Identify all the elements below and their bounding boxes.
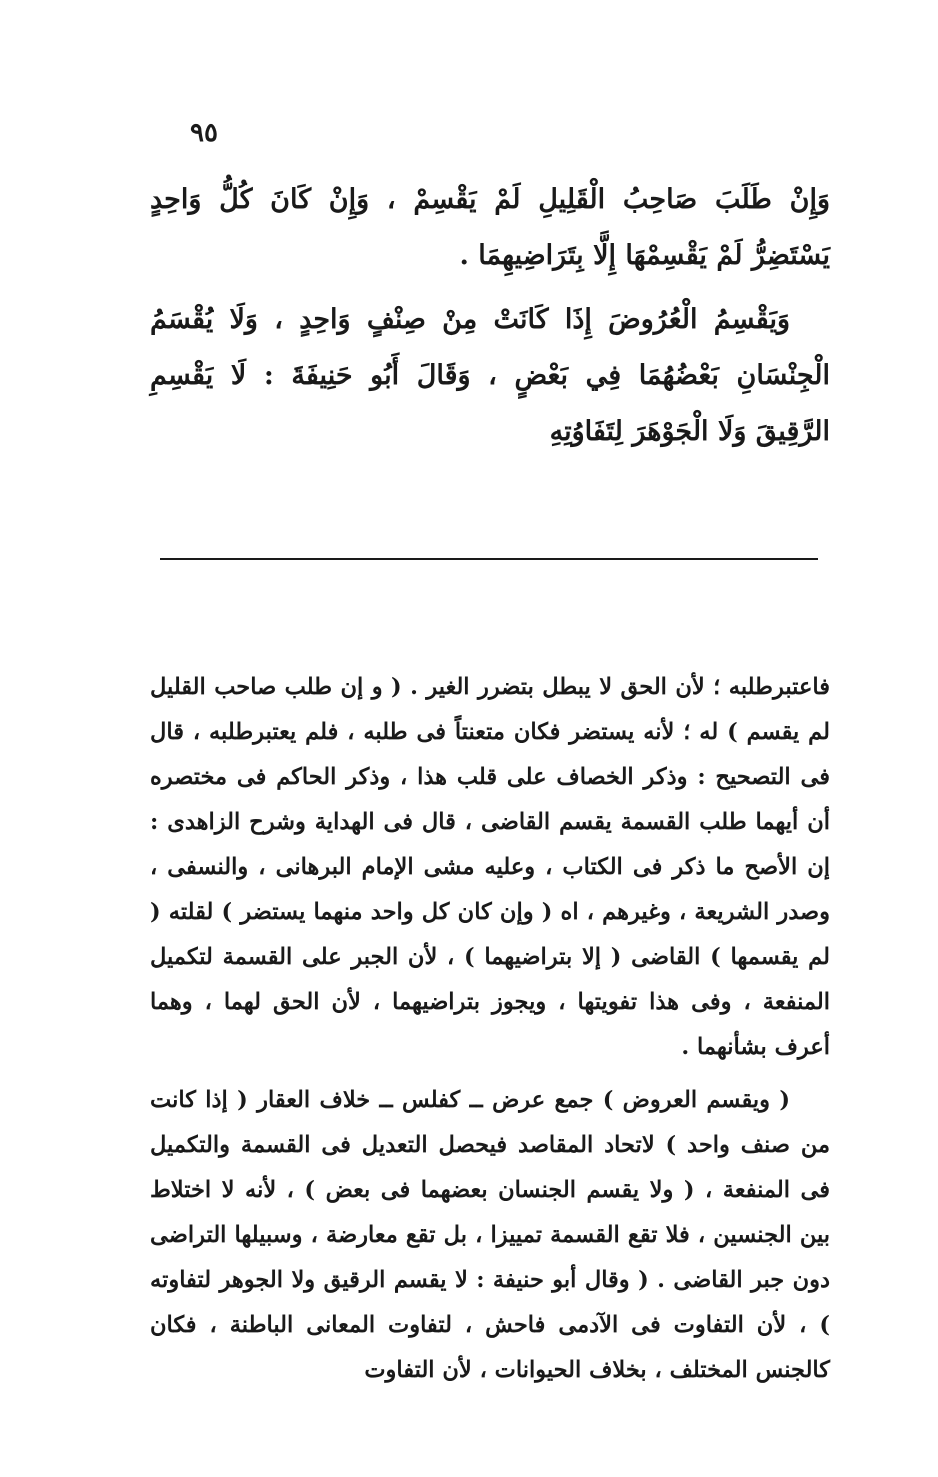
- page-number: ٩٥: [190, 118, 218, 148]
- section-divider: [160, 558, 818, 560]
- main-text: [150, 172, 830, 468]
- commentary-paragraph: فاعتبرطلبه ؛ لأن الحق لا يبطل بتضرر الغير . ( و إن طلب صاحب القليل لم يقسم ) له ؛ لأنه يستضر فكان متعنتاً فى طلبه ، فلم يعتبرطلبه ، قال فى التصحيح : وذكر الخصاف على قلب هذا ، وذكر الحاكم فى مختصره أن أيهما طلب القسمة يقسم القاضى ، قال فى الهداية وشرح الزاهدى : إن الأصح ما ذكر فى الكتاب ، وعليه مشى الإمام البرهانى ، والنسفى ، وصدر الشريعة ، وغيرهم ، اه ( وإن كان كل واحد منهما يستضر ) لقلته ( لم يقسمها ) القاضى ( إلا بتراضيهما ) ، لأن الجبر على القسمة لتكميل المنفعة ، وفى هذا تفويتها ، ويجوز بتراضيهما ، لأن الحق لهما ، وهما أعرف بشأنهما .: [150, 674, 830, 1060]
- commentary-paragraph: ( ويقسم العروض ) جمع عرض ــ كفلس ــ خلاف العقار ( إذا كانت من صنف واحد ) لاتحاد المقاصد فيحصل التعديل فى القسمة والتكميل فى المنفعة ، ( ولا يقسم الجنسان بعضهما فى بعض ) ، لأنه لا اختلاط بين الجنسين ، فلا تقع القسمة تمييزا ، بل تقع معارضة ، وسبيلها التراضى دون جبر القاضى . ( وقال أبو حنيفة : لا يقسم الرقيق ولا الجوهر لتفاوته ) ، لأن التفاوت فى الآدمى فاحش ، لتفاوت المعانى الباطنة ، فكان كالجنس المختلف ، بخلاف الحيوانات ، لأن التفاوت: [150, 1087, 830, 1383]
- main-text-paragraph: وَيَقْسِمُ الْعُرُوضَ إِذَا كَانَتْ مِنْ صِنْفٍ وَاحِدٍ ، وَلَا يُقْسَمُ الْجِنْسَانِ بَعْضُهُمَا فِي بَعْضٍ ، وَقَالَ أَبُو حَنِيفَةَ : لَا يَقْسِمِ الرَّقِيقَ وَلَا الْجَوْهَرَ لِتَفَاوُتِهِ: [150, 304, 830, 447]
- commentary-text: [150, 665, 830, 1401]
- main-text-paragraph: وَإِنْ طَلَبَ صَاحِبُ الْقَلِيلِ لَمْ يَقْسِمْ ، وَإِنْ كَانَ كُلُّ وَاحِدٍ يَسْتَضِرُّ لَمْ يَقْسِمْهَا إِلَّا بِتَرَاضِيهِمَا .: [150, 184, 830, 271]
